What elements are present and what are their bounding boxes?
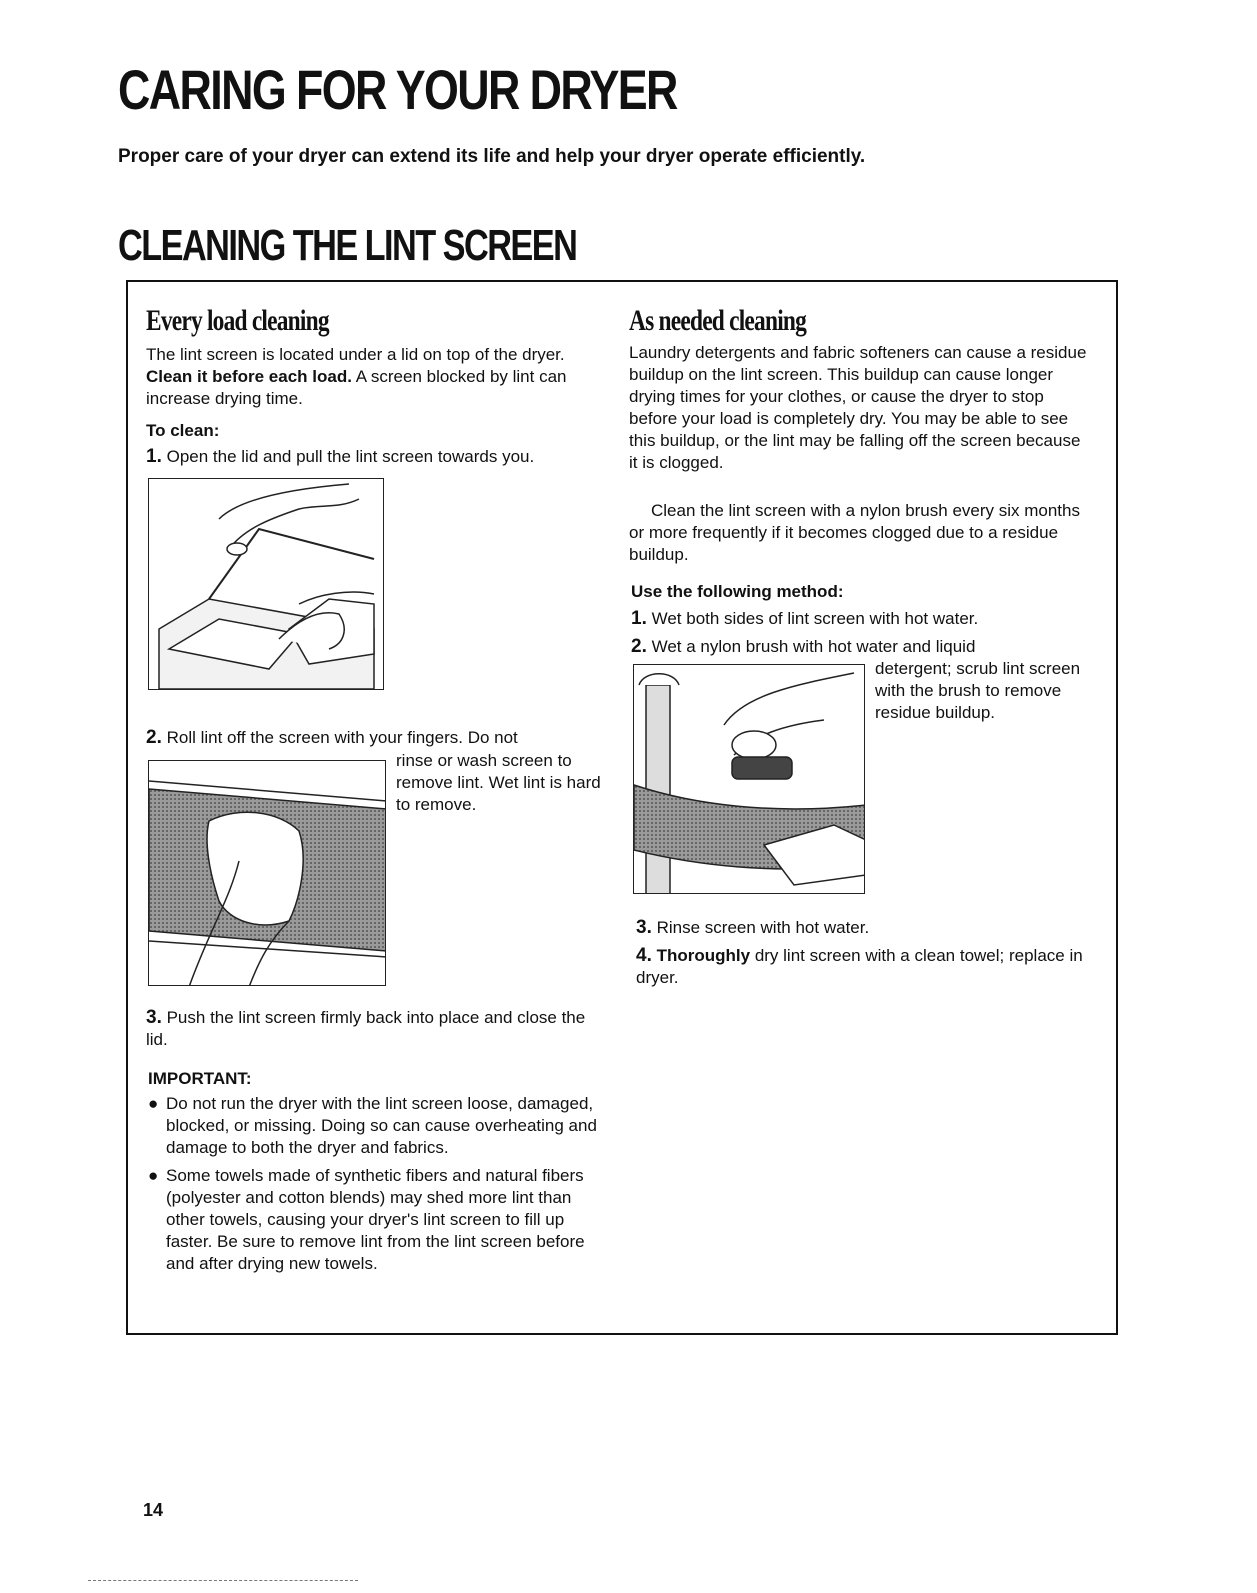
important-item <box>146 1093 606 1159</box>
important-list <box>146 1093 606 1281</box>
right-step-3-text: Rinse screen with hot water. <box>656 918 870 937</box>
right-step-1-text: Wet both sides of lint screen with hot water. <box>651 609 979 628</box>
figure-scrub-brush-icon <box>633 664 865 894</box>
left-step-2-number: 2. <box>146 727 162 748</box>
important-item-text: Do not run the dryer with the lint screen loose, damaged, blocked, or missing. Doing so can cause overheating and damage to both the dryer and fabrics. <box>166 1094 597 1157</box>
right-step-3 <box>636 917 1086 939</box>
important-label: IMPORTANT: <box>148 1069 252 1088</box>
bullet-icon: ● <box>148 1094 159 1113</box>
right-paragraph-2: Clean the lint screen with a nylon brush every six months or more frequently if it becomes clogged due to a residue buildup. <box>629 501 1080 564</box>
right-step-2-continued: detergent; scrub lint screen with the brush to remove residue buildup. <box>875 659 1081 722</box>
right-step-1 <box>631 608 1081 630</box>
intro-text: Proper care of your dryer can extend its life and help your dryer operate efficiently. <box>118 146 866 167</box>
left-para-b: A screen blocked by lint can increase drying time. <box>146 367 567 408</box>
left-step-2 <box>146 727 606 749</box>
left-step-2-continued: rinse or wash screen to remove lint. Wet lint is hard to remove. <box>396 751 601 814</box>
footer-rule <box>88 1580 358 1582</box>
left-step-3-text: Push the lint screen firmly back into place and close the lid. <box>146 1008 586 1049</box>
right-step-2-text: Wet a nylon brush with hot water and liquid <box>651 637 976 656</box>
method-label: Use the following method: <box>631 582 844 601</box>
left-step-3 <box>146 1007 596 1051</box>
left-step-3-number: 3. <box>146 1007 162 1028</box>
left-step-2-text: Roll lint off the screen with your fingers. Do not <box>166 728 518 747</box>
to-clean-label: To clean: <box>146 421 220 440</box>
left-step-1-text: Open the lid and pull the lint screen towards you. <box>166 447 535 466</box>
right-step-2 <box>631 636 1081 658</box>
left-step-1-number: 1. <box>146 446 162 467</box>
right-step-4-bold: Thoroughly <box>656 946 751 965</box>
left-para-bold: Clean it before each load. <box>146 367 352 386</box>
right-step-4 <box>636 945 1086 989</box>
important-item-text: Some towels made of synthetic fibers and natural fibers (polyester and cotton blends) may shed more lint than other towels, causing your dryer's lint screen to fill up faster. Be sure to remove lint from the lint screen before and after drying new towels. <box>166 1166 585 1273</box>
right-step-3-number: 3. <box>636 917 652 938</box>
left-para-a: The lint screen is located under a lid on top of the dryer. <box>146 345 565 364</box>
figure-open-lid-icon <box>148 478 384 690</box>
right-heading: As needed cleaning <box>629 304 807 337</box>
bullet-icon: ● <box>148 1166 159 1185</box>
important-item <box>146 1165 606 1275</box>
left-intro-paragraph <box>146 344 606 410</box>
right-step-2-number: 2. <box>631 636 647 657</box>
right-step-1-number: 1. <box>631 608 647 629</box>
section-title: CLEANING THE LINT SCREEN <box>118 221 577 270</box>
right-paragraph-1: Laundry detergents and fabric softeners can cause a residue buildup on the lint screen. This buildup can cause longer drying times for your clothes, or cause the dryer to stop before your load is completely dry. You may be able to see this buildup, or the lint may be falling off the screen because it is clogged. <box>629 343 1087 472</box>
right-step-4-text: dry lint screen with a clean towel; replace in dryer. <box>636 946 1083 987</box>
figure-roll-lint-icon <box>148 760 386 986</box>
right-step-4-number: 4. <box>636 945 652 966</box>
left-heading: Every load cleaning <box>146 304 329 337</box>
left-step-1 <box>146 446 616 468</box>
page-number: 14 <box>143 1500 164 1520</box>
page-title: CARING FOR YOUR DRYER <box>118 58 677 121</box>
